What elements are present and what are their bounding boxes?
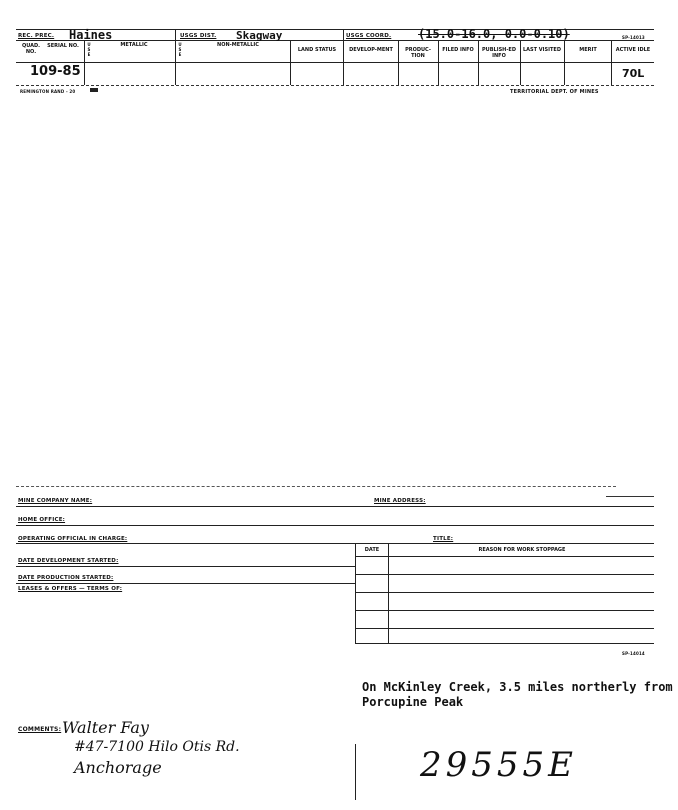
rule	[16, 583, 355, 584]
land-status-label: LAND STATUS	[297, 47, 337, 53]
divider	[564, 40, 565, 85]
date-column-label: DATE	[364, 547, 380, 553]
use-letters-metallic: U S E	[87, 42, 91, 57]
comment-line-2: #47-7100 Hilo Otis Rd.	[74, 739, 240, 755]
rule	[16, 525, 654, 526]
usgs-coord-value: (15.0-16.0, 0.0-0.10)	[418, 27, 570, 41]
active-idle-label: ACTIVE IDLE	[615, 47, 651, 53]
rule	[16, 506, 654, 507]
comment-line-3: Anchorage	[74, 758, 162, 777]
divider	[611, 40, 612, 85]
department-label: TERRITORIAL DEPT. OF MINES	[510, 89, 599, 95]
location-line-1: On McKinley Creek, 3.5 miles northerly from	[362, 680, 673, 694]
comment-line-1: Walter Fay	[62, 718, 149, 737]
metallic-label: METALLIC	[120, 42, 148, 48]
divider	[438, 40, 439, 85]
lower-top-dashed	[16, 486, 616, 487]
location-line-2: Porcupine Peak	[362, 695, 464, 709]
nonmetallic-label: NON-METALLIC	[217, 42, 259, 48]
operating-official-label: OPERATING OFFICIAL IN CHARGE:	[18, 536, 128, 542]
rule	[16, 543, 654, 544]
rec-prec-value: Haines	[69, 28, 113, 42]
merit-label: MERIT	[579, 47, 597, 53]
rule	[355, 643, 654, 644]
use-letters-nonmetallic: U S E	[178, 42, 182, 57]
quad-label: QUAD. NO.	[21, 43, 41, 55]
mine-address-label: MINE ADDRESS:	[374, 498, 426, 504]
home-office-label: HOME OFFICE:	[18, 517, 66, 523]
printer-label: REMINGTON RAND - 20	[20, 89, 76, 94]
active-value: 70L	[622, 67, 645, 80]
usgs-dist-label: USGS DIST.	[180, 33, 217, 39]
date-development-label: DATE DEVELOPMENT STARTED:	[18, 558, 119, 564]
leases-offers-label: LEASES & OFFERS — TERMS OF:	[18, 586, 123, 592]
usgs-coord-label: USGS COORD.	[346, 33, 392, 39]
header-mid-line	[16, 62, 654, 63]
comments-label: COMMENTS:	[18, 726, 62, 733]
lower-top-right-stroke	[606, 496, 654, 497]
divider	[290, 40, 291, 85]
handwritten-number: 29555E	[420, 745, 577, 785]
last-visited-label: LAST VISITED	[523, 47, 561, 53]
rule	[355, 610, 654, 611]
reason-column-label: REASON FOR WORK STOPPAGE	[478, 547, 566, 553]
divider	[84, 40, 85, 85]
rule	[355, 574, 654, 575]
usgs-dist-value: Skagway	[236, 29, 283, 42]
rule	[355, 556, 654, 557]
mine-company-label: MINE COMPANY NAME:	[18, 498, 93, 504]
development-label: DEVELOP-MENT	[349, 47, 393, 53]
divider	[343, 29, 344, 85]
printer-mark	[90, 88, 98, 92]
divider	[520, 40, 521, 85]
serial-label: SERIAL NO.	[47, 43, 79, 49]
quad-serial-value: 109-85	[30, 64, 81, 79]
form-number-bottom: SP-14014	[622, 651, 645, 656]
rule	[355, 592, 654, 593]
rec-prec-label: REC. PREC.	[18, 33, 55, 39]
date-production-label: DATE PRODUCTION STARTED:	[18, 575, 114, 581]
divider	[398, 40, 399, 85]
production-label: PRODUC-TION	[405, 47, 431, 59]
published-info-label: PUBLISH-ED INFO	[481, 47, 516, 59]
divider	[355, 744, 356, 800]
header-bottom-line	[16, 85, 654, 86]
form-number-top: SP-14013	[622, 35, 645, 40]
rule	[16, 566, 355, 567]
title-label: TITLE:	[433, 536, 454, 542]
divider	[175, 29, 176, 85]
divider	[478, 40, 479, 85]
rule	[355, 628, 654, 629]
filed-info-label: FILED INFO	[442, 47, 474, 53]
